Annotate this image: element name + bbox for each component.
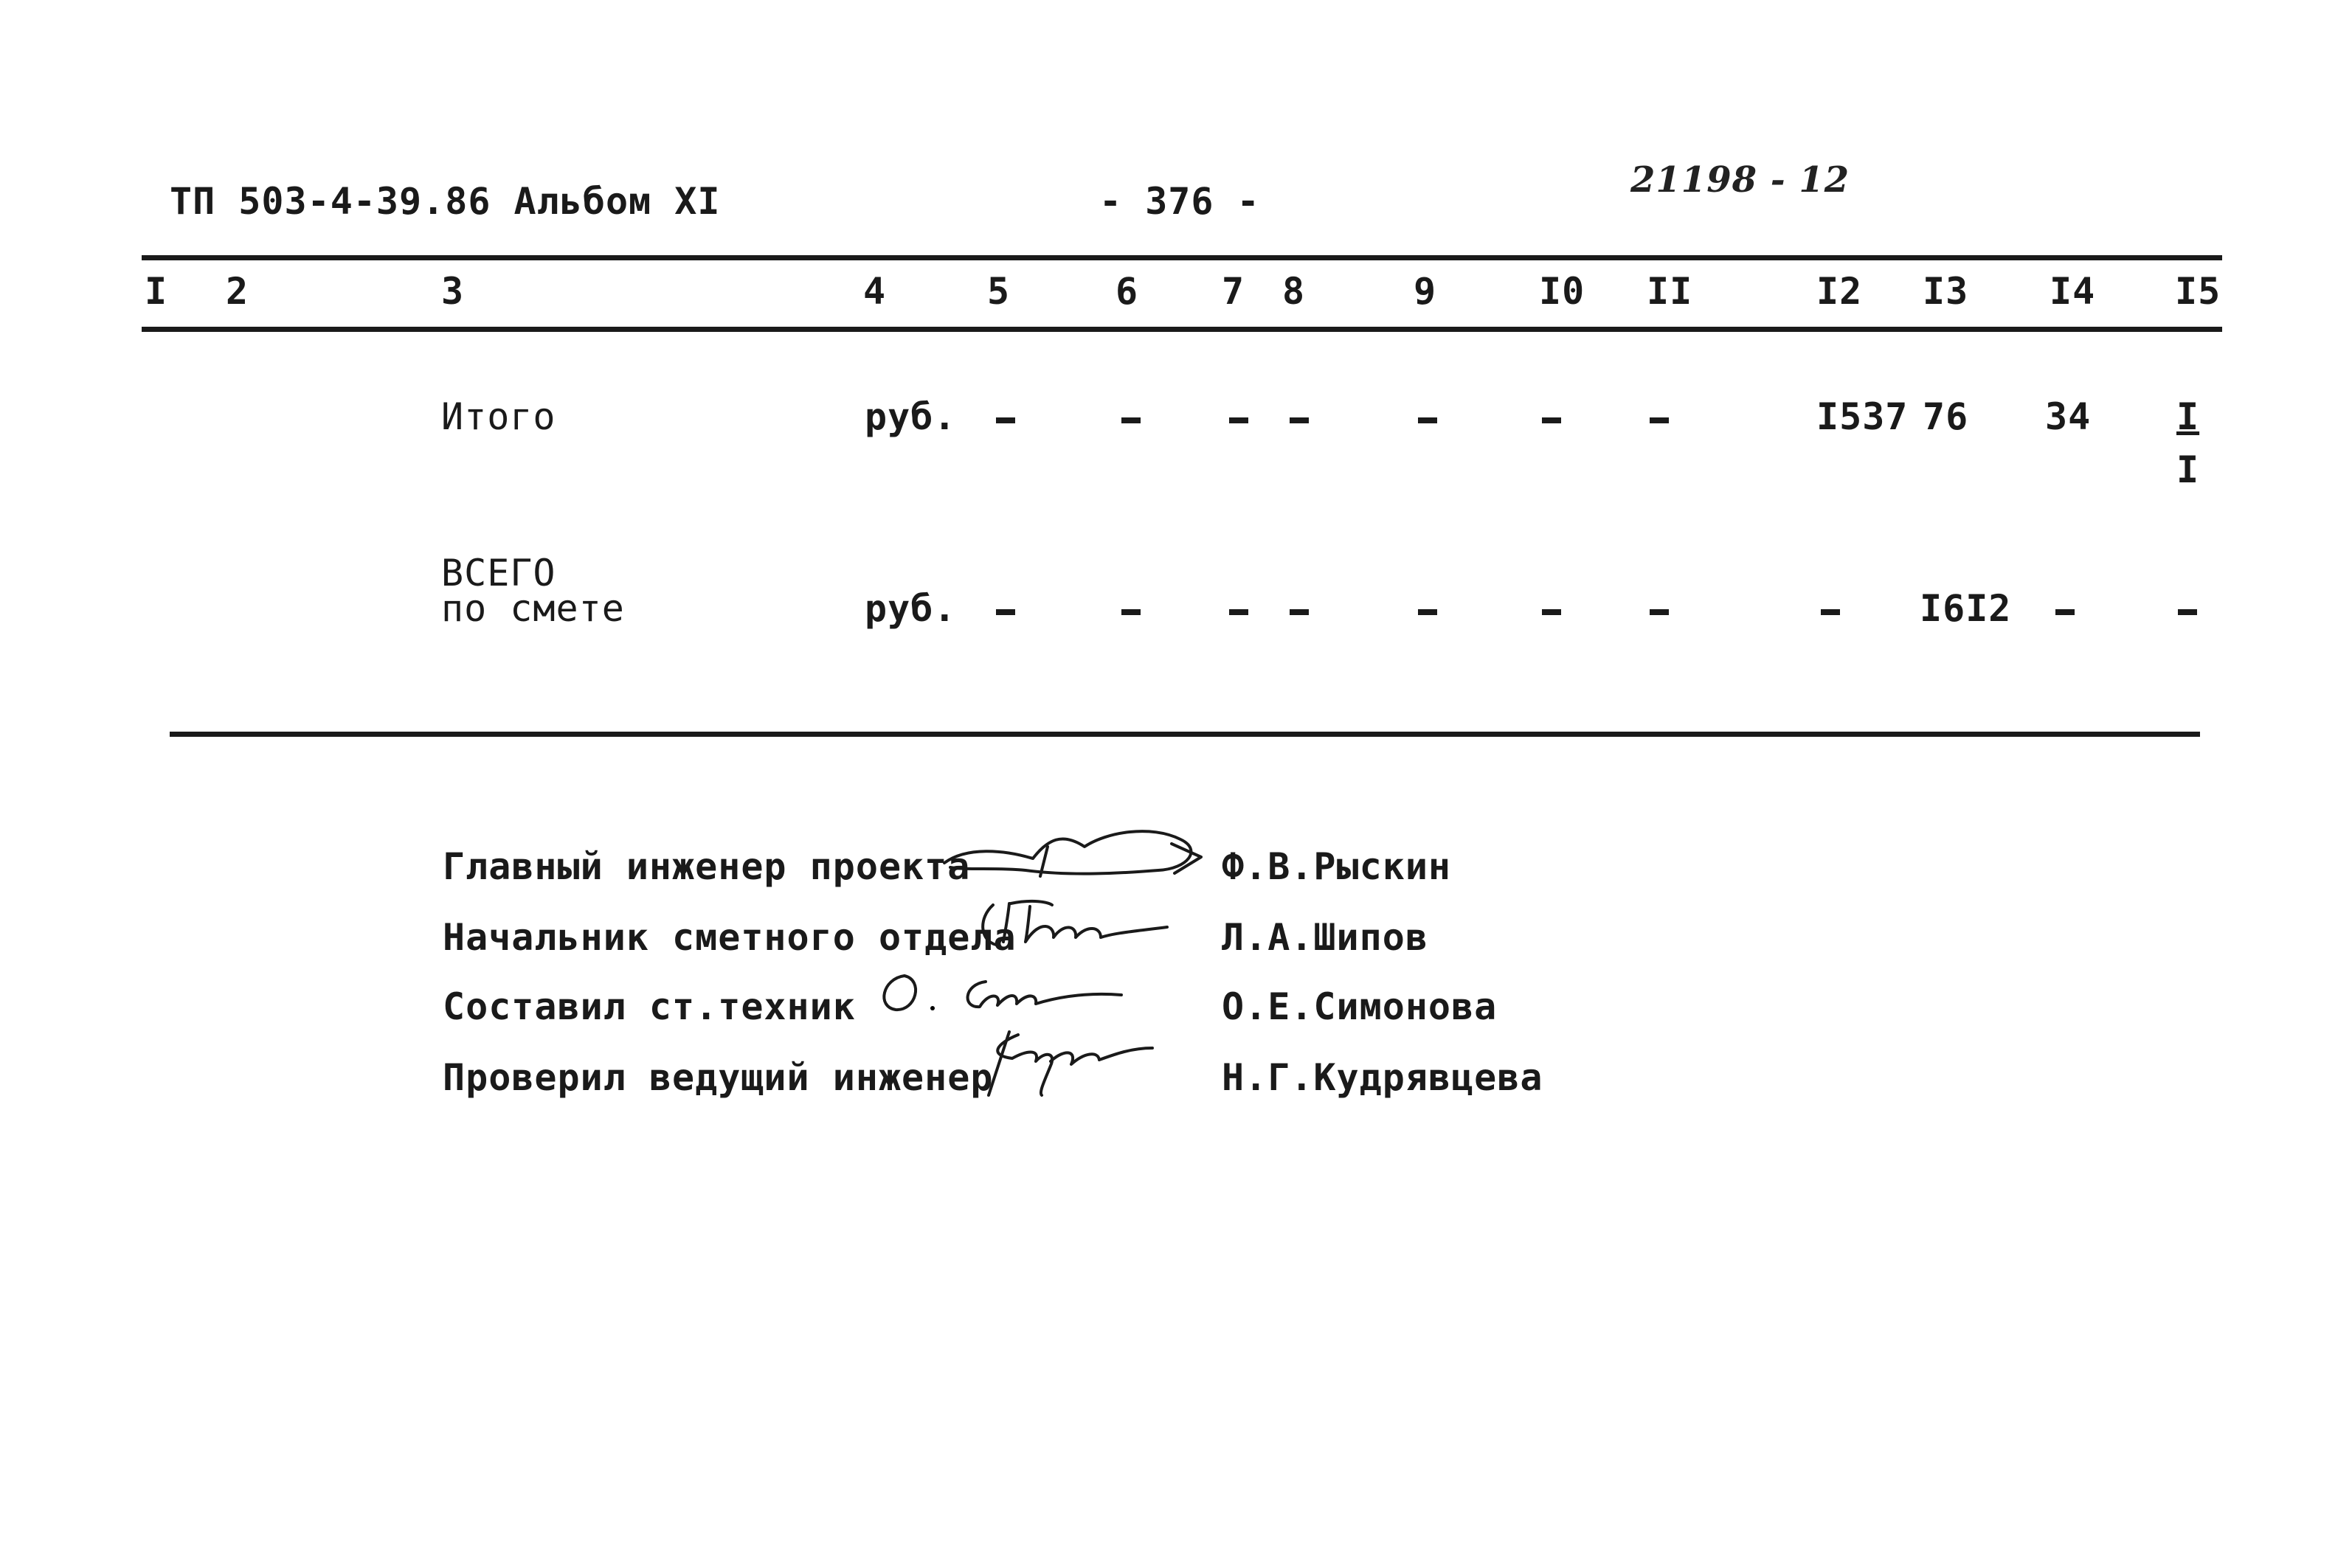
signature-mark-chief-engineer (937, 825, 1217, 891)
row-label: по смете (441, 587, 625, 630)
cell-dash (1290, 609, 1309, 615)
page-number: - 376 - (1099, 180, 1260, 223)
col-header: 4 (863, 270, 887, 313)
cell-dash (1418, 417, 1437, 423)
col-header: I4 (2050, 270, 2096, 313)
signature-name: Ф.В.Рыскин (1222, 845, 1452, 888)
cell-dash (1229, 417, 1248, 423)
signature-role: Составил ст.техник (443, 985, 856, 1028)
cell-dash (1542, 417, 1561, 423)
col-header: 7 (1222, 270, 1245, 313)
cell-dash (1229, 609, 1248, 615)
signature-mark-technician (871, 962, 1136, 1029)
cell-dash (1542, 609, 1561, 615)
signature-role: Начальник сметного отдела (443, 916, 1017, 959)
signature-role: Проверил ведущий инженер (443, 1056, 994, 1099)
cell-dash (1121, 609, 1141, 615)
signature-name: Л.А.Шипов (1222, 916, 1428, 959)
row-label: Итого (441, 395, 556, 438)
cell-dash (1121, 417, 1141, 423)
cell-dash (1290, 417, 1309, 423)
row-unit: руб. (865, 587, 957, 630)
signature-role: Главный инженер проекта (443, 845, 971, 888)
signature-name: Н.Г.Кудрявцева (1222, 1056, 1543, 1099)
cell-dash (1650, 417, 1669, 423)
col-header: 8 (1282, 270, 1306, 313)
row-unit: руб. (865, 395, 957, 438)
row-label: ВСЕГО (441, 552, 556, 594)
cell-dash (996, 609, 1015, 615)
signature-mark-estimate-head (974, 889, 1180, 955)
cell-dash (2055, 609, 2075, 615)
cell-dash (1650, 609, 1669, 615)
cell-dash (1418, 609, 1437, 615)
table-bottom-rule (170, 732, 2200, 737)
signature-name: О.Е.Симонова (1222, 985, 1498, 1028)
col-header: 2 (226, 270, 249, 313)
col-header: I2 (1816, 270, 1863, 313)
cell-value: 76 (1923, 395, 1969, 438)
cell-value: I (2176, 448, 2200, 491)
table-top-rule (142, 255, 2222, 260)
signature-mark-lead-engineer (974, 1021, 1166, 1103)
cell-value: I6I2 (1920, 587, 2012, 630)
col-header: I (145, 270, 168, 313)
col-header: II (1647, 270, 1693, 313)
cell-value: I (2176, 395, 2200, 438)
cell-dash (1821, 609, 1840, 615)
cell-value: I537 (1816, 395, 1909, 438)
cell-dash (2178, 609, 2197, 615)
col-header: 6 (1116, 270, 1139, 313)
handwritten-ref: 21198 - 12 (1630, 159, 1850, 201)
col-header: 9 (1414, 270, 1437, 313)
cell-dash (996, 417, 1015, 423)
col-header: I0 (1539, 270, 1585, 313)
doc-code: ТП 503-4-39.86 Альбом XI (170, 180, 721, 223)
cell-value: 34 (2045, 395, 2092, 438)
col-header: 5 (987, 270, 1011, 313)
col-header: 3 (441, 270, 465, 313)
col-header: I3 (1923, 270, 1969, 313)
col-header: I5 (2175, 270, 2221, 313)
table-header-rule (142, 327, 2222, 332)
